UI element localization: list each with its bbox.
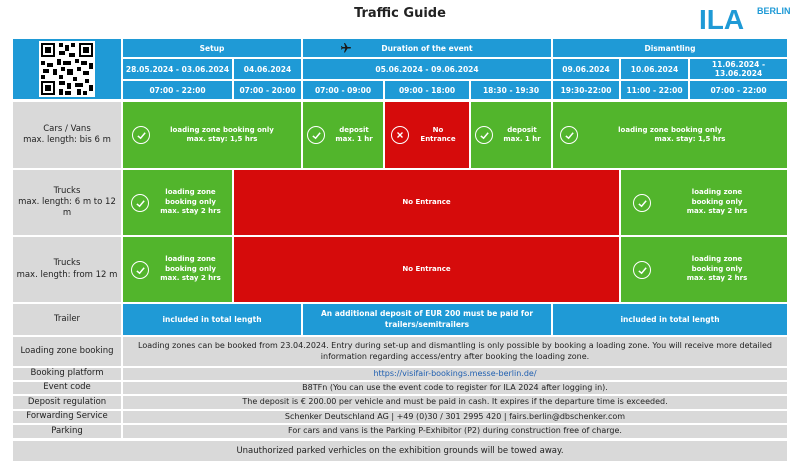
info-label-forwarding: Forwarding Service (13, 411, 121, 423)
check-circle-icon (560, 126, 578, 144)
trucks-large-setup-line1: loading zone (165, 255, 216, 264)
check-circle-icon (131, 194, 149, 212)
cars-no-entrance-cell (385, 102, 469, 168)
info-value-deposit: The deposit is € 200.00 per vehicle and must be paid in cash. It expires if the departure time is exceeded. (123, 396, 787, 409)
trucks-large-setup-cell (123, 237, 232, 302)
check-circle-icon (633, 194, 651, 212)
airplane-icon (339, 42, 353, 54)
cars-deposit-morning-cell (303, 102, 383, 168)
cars-deposit2-line2: max. 1 hr (503, 135, 541, 143)
row-label-trailer: Trailer (13, 304, 121, 335)
time-dismantle-3: 07:00 - 22:00 (690, 81, 787, 99)
cars-dismantle-cell (553, 102, 787, 168)
time-event-evening: 18:30 - 19:30 (471, 81, 551, 99)
header-duration (303, 39, 551, 57)
row-label-cars-length: max. length: bis 6 m (23, 135, 111, 145)
trucks-medium-dismantle-line2: booking only (691, 197, 743, 206)
trucks-medium-dismantle-line3: max. stay 2 hrs (686, 207, 748, 216)
trailer-deposit-line2: trailers/semitrailers (384, 319, 470, 329)
x-circle-icon (391, 126, 409, 144)
time-event-day: 09:00 - 18:00 (385, 81, 469, 99)
date-setup-range: 28.05.2024 - 03.06.2024 (123, 59, 232, 79)
trucks-medium-no-entrance-cell: No Entrance (234, 170, 619, 235)
info-value-parking: For cars and vans is the Parking P-Exhibitor (P2) during construction free of charge. (123, 425, 787, 438)
cars-setup-line2: max. stay: 1,5 hrs (186, 135, 258, 143)
cars-dismantle-line1: loading zone booking only (618, 125, 722, 134)
footer-notice: Unauthorized parked verhicles on the exhibition grounds will be towed away. (13, 441, 787, 461)
row-label-cars (13, 102, 121, 168)
info-label-parking: Parking (13, 425, 121, 438)
info-label-event-code: Event code (13, 382, 121, 394)
info-label-loading-zone: Loading zone booking (13, 337, 121, 366)
trucks-large-dismantle-line3: max. stay 2 hrs (686, 274, 748, 283)
header-dismantling: Dismantling (553, 39, 787, 57)
page-title: Traffic Guide (354, 6, 446, 21)
trucks-large-dismantle-line1: loading zone (691, 255, 743, 264)
info-value-event-code: B8TFn (You can use the event code to register for ILA 2024 after logging in). (123, 382, 787, 394)
row-label-trucks-large-length: max. length: from 12 m (16, 269, 118, 280)
cars-no-entrance-line1: No (432, 125, 444, 134)
check-circle-icon (131, 261, 149, 279)
info-label-deposit: Deposit regulation (13, 396, 121, 409)
trucks-large-dismantle-line2: booking only (691, 264, 743, 273)
trucks-large-dismantle-cell (621, 237, 787, 302)
header-duration-label: Duration of the event (381, 43, 473, 53)
cars-deposit1-line2: max. 1 hr (335, 135, 373, 143)
date-setup-day: 04.06.2024 (234, 59, 301, 79)
row-label-cars-title: Cars / Vans (43, 123, 91, 134)
info-value-forwarding: Schenker Deutschland AG | +49 (0)30 / 301 2995 420 | fairs.berlin@dbschenker.com (123, 411, 787, 423)
qr-code-cell (13, 39, 121, 99)
qr-code-icon[interactable] (39, 41, 95, 97)
trucks-large-no-entrance-cell: No Entrance (234, 237, 619, 302)
trailer-dismantle-cell: included in total length (553, 304, 787, 335)
cars-setup-line1: loading zone booking only (170, 125, 274, 134)
logo-subtext: BERLIN (757, 6, 791, 16)
trucks-medium-setup-cell (123, 170, 232, 235)
loading-zone-line2: information regarding access/entry after booking the loading zone. (320, 351, 590, 361)
check-circle-icon (475, 126, 493, 144)
time-setup-day: 07:00 - 20:00 (234, 81, 301, 99)
check-circle-icon (307, 126, 325, 144)
trucks-large-setup-line3: max. stay 2 hrs (160, 274, 221, 283)
check-circle-icon (132, 126, 150, 144)
date-dismantle-day1: 09.06.2024 (553, 59, 619, 79)
time-dismantle-2: 11:00 - 22:00 (621, 81, 688, 99)
time-dismantle-1: 19:30-22:00 (553, 81, 619, 99)
booking-platform-link[interactable]: https://visifair-bookings.messe-berlin.de/ (123, 368, 787, 380)
trucks-medium-dismantle-line1: loading zone (691, 188, 743, 197)
trucks-medium-setup-line1: loading zone (165, 188, 216, 197)
row-label-trucks-medium-title: Trucks (53, 185, 81, 196)
row-label-trucks-large (13, 237, 121, 302)
header-setup: Setup (123, 39, 301, 57)
trucks-medium-setup-line2: booking only (165, 197, 216, 206)
cars-deposit-evening-cell (471, 102, 551, 168)
cars-deposit1-line1: deposit (339, 125, 369, 134)
cars-no-entrance-line2: Entrance (420, 135, 456, 143)
trailer-setup-cell: included in total length (123, 304, 301, 335)
date-dismantle-range: 11.06.2024 - 13.06.2024 (690, 59, 787, 79)
ila-berlin-logo (697, 2, 792, 34)
logo-text: ILA (699, 4, 745, 34)
cars-dismantle-line2: max. stay: 1,5 hrs (654, 135, 726, 143)
row-label-trucks-medium (13, 170, 121, 235)
info-value-loading-zone (123, 337, 787, 366)
time-event-morning: 07:00 - 09:00 (303, 81, 383, 99)
row-label-trucks-medium-length: max. length: 6 m to 12 m (18, 196, 116, 219)
check-circle-icon (633, 261, 651, 279)
date-event-range: 05.06.2024 - 09.06.2024 (303, 59, 551, 79)
time-setup-range: 07:00 - 22:00 (123, 81, 232, 99)
trucks-medium-dismantle-cell (621, 170, 787, 235)
trucks-medium-setup-line3: max. stay 2 hrs (160, 207, 221, 216)
trailer-event-cell (303, 304, 551, 335)
trailer-deposit-line1: An additional deposit of EUR 200 must be paid for (320, 309, 534, 319)
date-dismantle-day2: 10.06.2024 (621, 59, 688, 79)
loading-zone-line1: Loading zones can be booked from 23.04.2024. Entry during set-up and dismantling is only possible by booking a loading zone. You will receive more detailed (138, 340, 772, 350)
cars-deposit2-line1: deposit (507, 125, 537, 134)
trucks-large-setup-line2: booking only (165, 264, 216, 273)
row-label-trucks-large-title: Trucks (53, 258, 81, 269)
info-label-booking: Booking platform (13, 368, 121, 380)
cars-setup-cell (123, 102, 301, 168)
